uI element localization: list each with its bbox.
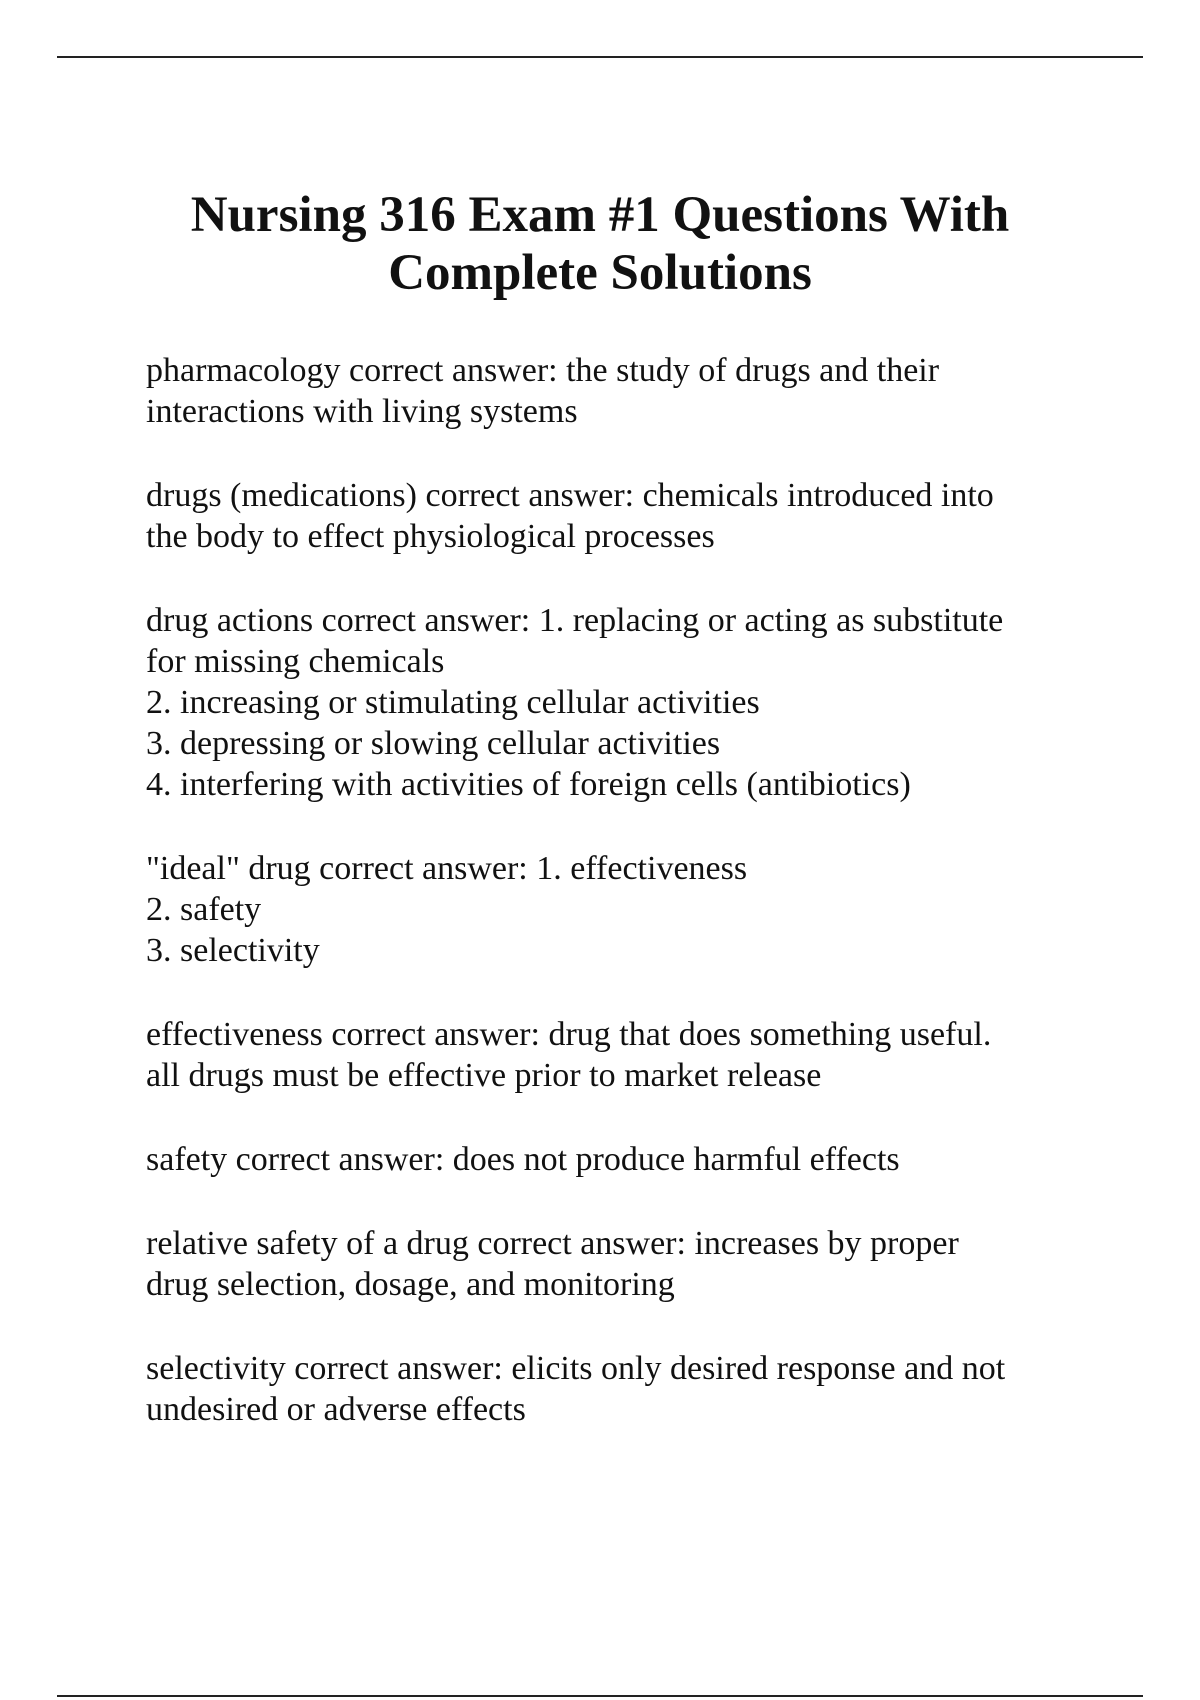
entry-line: 3. depressing or slowing cellular activities <box>146 725 721 762</box>
entry-line: relative safety of a drug correct answer: increases by proper <box>146 1225 959 1262</box>
title-line: Complete Solutions <box>388 245 812 301</box>
title-line: Nursing 316 Exam #1 Questions With <box>190 187 1010 243</box>
entry-line: effectiveness correct answer: drug that does something useful. <box>146 1016 992 1053</box>
entry-line: undesired or adverse effects <box>146 1391 526 1428</box>
entry-line: selectivity correct answer: elicits only desired response and not <box>146 1350 1006 1387</box>
qa-entry-drug-actions <box>146 600 1146 805</box>
bottom-rule <box>57 1695 1143 1697</box>
qa-entry-safety <box>146 1139 1146 1180</box>
qa-entry-selectivity <box>146 1348 1146 1430</box>
qa-entry-ideal-drug <box>146 848 1146 971</box>
qa-list <box>146 350 1146 1473</box>
entry-line: 2. safety <box>146 891 262 928</box>
entry-line: "ideal" drug correct answer: 1. effectiveness <box>146 850 748 887</box>
entry-line: drug actions correct answer: 1. replacing or acting as substitute <box>146 602 1004 639</box>
entry-line: the body to effect physiological processes <box>146 518 715 555</box>
entry-line: 4. interfering with activities of foreign cells (antibiotics) <box>146 766 911 803</box>
qa-entry-relative-safety <box>146 1223 1146 1305</box>
qa-entry-drugs <box>146 475 1146 557</box>
entry-line: safety correct answer: does not produce harmful effects <box>146 1141 900 1178</box>
entry-line: pharmacology correct answer: the study of drugs and their <box>146 352 940 389</box>
top-rule <box>57 56 1143 58</box>
entry-line: 3. selectivity <box>146 932 320 969</box>
entry-line: for missing chemicals <box>146 643 445 680</box>
qa-entry-pharmacology <box>146 350 1146 432</box>
entry-line: interactions with living systems <box>146 393 578 430</box>
qa-entry-effectiveness <box>146 1014 1146 1096</box>
entry-line: all drugs must be effective prior to market release <box>146 1057 822 1094</box>
entry-line: drug selection, dosage, and monitoring <box>146 1266 675 1303</box>
entry-line: drugs (medications) correct answer: chemicals introduced into <box>146 477 994 514</box>
entry-line: 2. increasing or stimulating cellular activities <box>146 684 760 721</box>
page-title <box>100 186 1100 302</box>
